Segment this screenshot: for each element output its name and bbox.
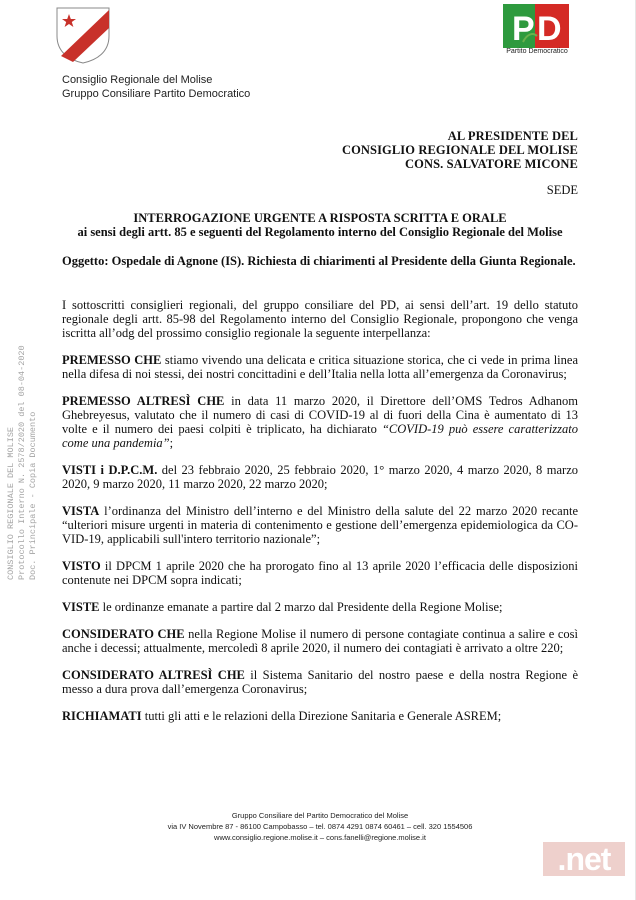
paragraph-lead: PREMESSO ALTRESÌ CHE bbox=[62, 394, 225, 408]
paragraph-quote: “COVID-19 può essere caratterizzato come una pandemia” bbox=[62, 422, 578, 450]
paragraph-lead: CONSIDERATO ALTRESÌ CHE bbox=[62, 668, 245, 682]
title-line: INTERROGAZIONE URGENTE A RISPOSTA SCRITTA E ORALE bbox=[133, 211, 507, 225]
stamp-line: CONSIGLIO REGIONALE DEL MOLISE bbox=[6, 426, 16, 580]
paragraph-text: in data 11 marzo 2020, il Direttore dell’OMS Tedros Adhanom Ghebreyesus, valutato che il numero di casi di COVID-19 al di fuori della Cina è aumentato di 13 volte e il numero dei paesi colpiti è triplicato, ha dichiarato bbox=[62, 394, 578, 436]
paragraph bbox=[62, 627, 578, 655]
paragraph-intro: I sottoscritti consiglieri regionali, del gruppo consiliare del PD, ai sensi dell’art. 19 dello statuto regionale degli artt. 85-98 del Regolamento interno del Consiglio Regionale, propongono che venga iscritta all’odg del prossimo consiglio regionale la seguente interpellanza: bbox=[62, 298, 578, 340]
footer-line: www.consiglio.regione.molise.it – cons.fanelli@regione.molise.it bbox=[214, 833, 426, 842]
org-line-group: Gruppo Consiliare Partito Democratico bbox=[62, 88, 251, 100]
paragraph-lead: CONSIDERATO CHE bbox=[62, 627, 185, 641]
organization-header bbox=[62, 73, 250, 101]
footer-line: Gruppo Consiliare del Partito Democratico del Molise bbox=[231, 811, 409, 820]
paragraph bbox=[62, 559, 578, 587]
paragraph-text: del 23 febbraio 2020, 25 febbraio 2020, 1° marzo 2020, 4 marzo 2020, 8 marzo 2020, 9 marzo 2020, 11 marzo 2020, 22 marzo 2020; bbox=[62, 463, 579, 491]
paragraph-lead: PREMESSO CHE bbox=[62, 353, 162, 367]
sede-label: SEDE bbox=[546, 183, 578, 197]
addressee-line: CONS. SALVATORE MICONE bbox=[405, 157, 578, 171]
stamp-line: Protocollo Interno N. 2578/2020 del 08-04-2020 bbox=[17, 345, 27, 580]
paragraph bbox=[62, 463, 578, 491]
footer-line: via IV Novembre 87 - 86100 Campobasso – tel. 0874 4291 0874 60461 – cell. 320 1554506 bbox=[167, 822, 473, 831]
document-body bbox=[62, 298, 578, 736]
paragraph-text: nella Regione Molise il numero di persone contagiate continua a salire e così anche i decessi; attualmente, mercoledì 8 aprile 2020, il numero dei contagiati è arrivato a oltre 220; bbox=[62, 627, 578, 655]
svg-text:D: D bbox=[537, 10, 562, 48]
paragraph bbox=[62, 504, 578, 546]
org-line-council: Consiglio Regionale del Molise bbox=[62, 74, 213, 86]
svg-text:P: P bbox=[512, 10, 535, 48]
paragraph-text: le ordinanze emanate a partire dal 2 marzo dal Presidente della Regione Molise; bbox=[99, 600, 503, 614]
paragraph bbox=[62, 709, 578, 723]
paragraph-lead: VISTE bbox=[62, 600, 100, 614]
paragraph-text: il Sistema Sanitario del nostro paese e della nostra Regione è messo a dura prova dall’emergenza Coronavirus; bbox=[62, 668, 578, 696]
paragraph-text: tutti gli atti e le relazioni della Direzione Sanitaria e Generale ASREM; bbox=[141, 709, 502, 723]
paragraph bbox=[62, 353, 578, 381]
paragraph bbox=[62, 668, 578, 696]
paragraph-text: ; bbox=[169, 436, 174, 450]
paragraph bbox=[62, 394, 578, 450]
protocol-stamp bbox=[6, 260, 39, 580]
paragraph-lead: RICHIAMATI bbox=[62, 709, 142, 723]
document-title bbox=[62, 211, 578, 239]
site-watermark: .net bbox=[543, 842, 625, 876]
pd-caption: Partito Democratico bbox=[506, 48, 568, 55]
addressee-line: AL PRESIDENTE DEL bbox=[447, 129, 578, 143]
paragraph-text: l’ordinanza del Ministro dell’interno e del Ministro della salute del 22 marzo 2020 recante “ulteriori misure urgenti in materia di contenimento e gestione dell’emergenza epidemiologica da CO-VID-19, applicabili sull'intero territorio nazionale”; bbox=[62, 504, 578, 546]
title-line: ai sensi degli artt. 85 e seguenti del Regolamento interno del Consiglio Regionale del Molise bbox=[77, 225, 563, 239]
addressee-line: CONSIGLIO REGIONALE DEL MOLISE bbox=[341, 143, 578, 157]
subject-line: Oggetto: Ospedale di Agnone (IS). Richiesta di chiarimenti al Presidente della Giunta Regionale. bbox=[62, 254, 576, 268]
stamp-line: Doc. Principale - Copia Documento bbox=[28, 411, 38, 580]
paragraph-lead: VISTA bbox=[62, 504, 100, 518]
molise-coat-of-arms-icon bbox=[55, 6, 111, 64]
addressee-block bbox=[342, 129, 578, 171]
paragraph bbox=[62, 600, 578, 614]
paragraph-lead: VISTI i D.P.C.M. bbox=[62, 463, 158, 477]
paragraph-lead: VISTO bbox=[62, 559, 101, 573]
paragraph-text: il DPCM 1 aprile 2020 che ha prorogato fino al 13 aprile 2020 l’efficacia delle disposizioni contenute nei DPCM sopra indicati; bbox=[62, 559, 578, 587]
paragraph-text: stiamo vivendo una delicata e critica situazione storica, che ci vede in prima linea nella difesa di noi stessi, dei nostri concittadini e dell’Italia nella lotta all’emergenza da Coronavirus; bbox=[62, 353, 578, 381]
page-footer bbox=[120, 810, 520, 843]
